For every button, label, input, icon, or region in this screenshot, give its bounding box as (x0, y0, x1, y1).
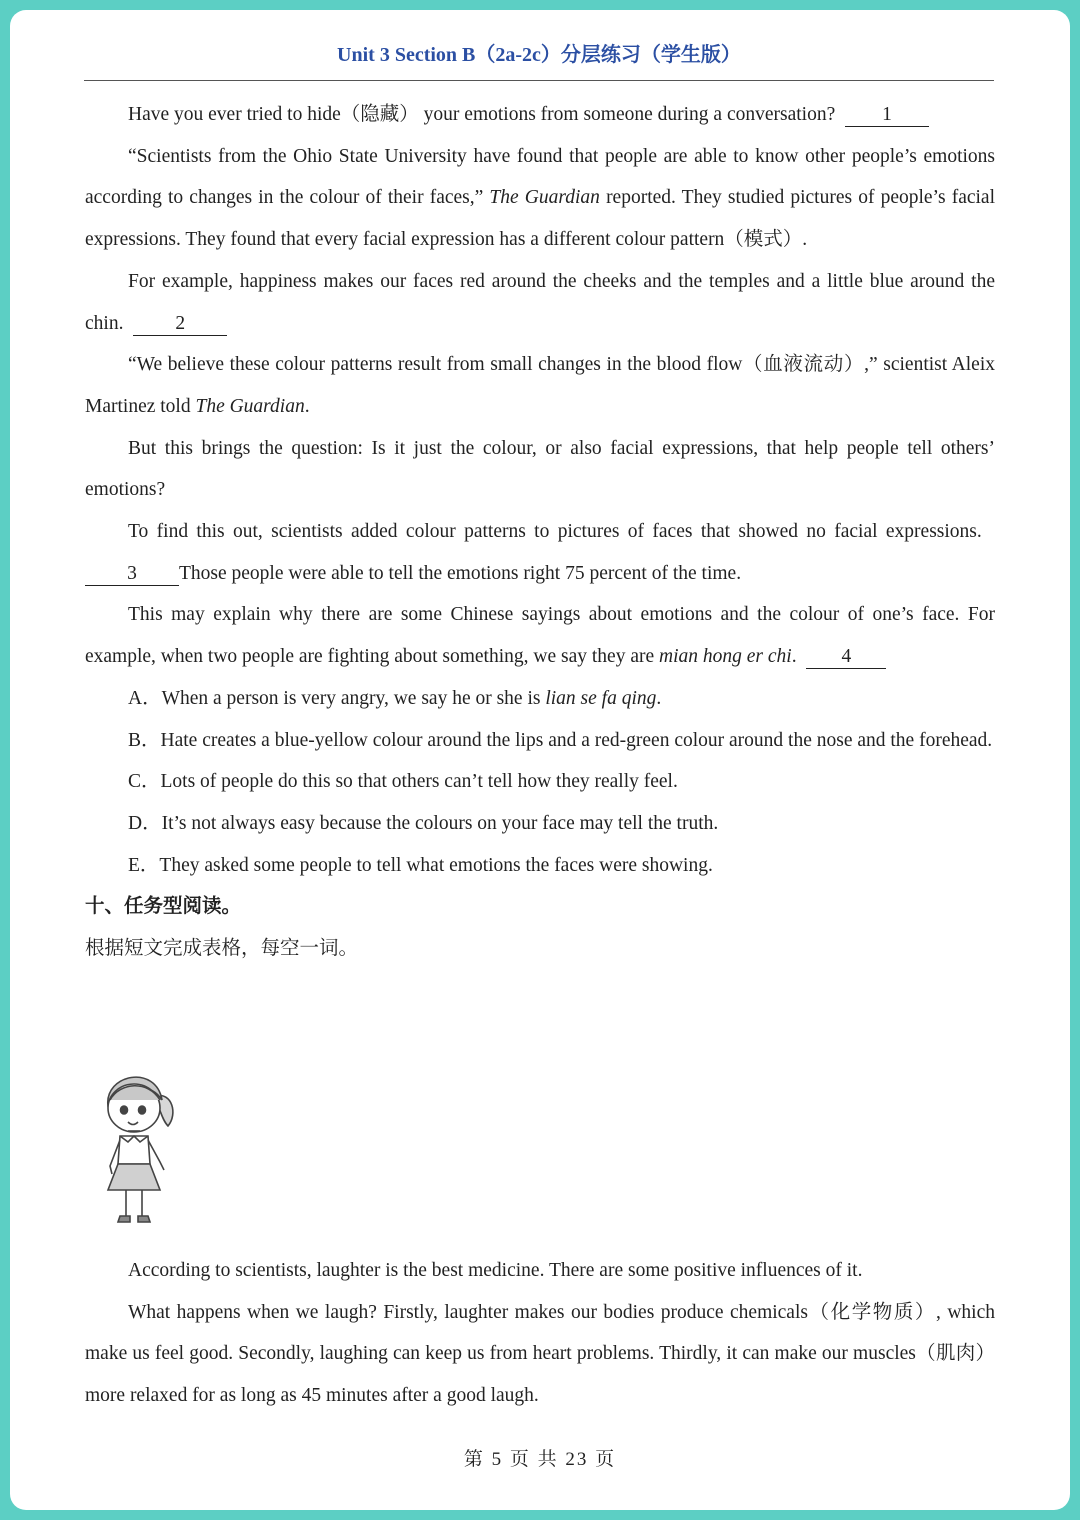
paragraph-text: For example, happiness makes our faces red around the cheeks and the temples and a little blue around the chin. (85, 270, 995, 334)
reading-passage (85, 94, 995, 970)
source-name: The Guardian (489, 187, 600, 209)
paragraph-text: reported. They studied pictures of people’s facial expressions. They found that every facial expression has a different colour pattern（模式）. (85, 187, 995, 251)
answer-blank-1: 1 (845, 104, 929, 127)
option-e: E．They asked some people to tell what emotions the faces were showing. (128, 854, 713, 876)
answer-blank-4: 4 (806, 646, 886, 669)
option-text: When a person is very angry, we say he or she is (161, 687, 541, 709)
option-c: C．Lots of people do this so that others can’t tell how they really feel. (128, 771, 678, 793)
page-header-title: Unit 3 Section B（2a-2c）分层练习（学生版） (337, 44, 741, 66)
source-name: The Guardian (195, 395, 305, 417)
answer-blank-2: 2 (133, 313, 227, 336)
pinyin-phrase: lian se fa qing (545, 687, 657, 709)
punctuation: . (304, 395, 310, 417)
section-instruction: 根据短文完成表格，每空一词。 (85, 938, 359, 960)
paragraph-text: This may explain why there are some Chinese sayings about emotions and the colour of one’s face. For example, when two people are fighting about something, we say they are (85, 604, 995, 668)
passage-paragraph-1 (85, 94, 995, 136)
pinyin-phrase: mian hong er chi (659, 646, 792, 668)
option-label: A． (128, 687, 162, 709)
option-d: D．It’s not always easy because the colours on your face may tell the truth. (128, 812, 719, 834)
paragraph-text: Those people were able to tell the emotions right 75 percent of the time. (179, 562, 742, 584)
document-page (10, 10, 1070, 1510)
page-number: 第 5 页 共 23 页 (463, 1449, 617, 1470)
paragraph-text: To find this out, scientists added colour patterns to pictures of faces that showed no facial expressions. (128, 521, 982, 543)
passage2-paragraph-2: What happens when we laugh? Firstly, laughter makes our bodies produce chemicals（化学物质）, which make us feel good. Secondly, laughing can keep us from heart problems. Thirdly, it can make our muscles（肌肉）more relaxed for as long as 45 minutes after a good laugh. (85, 1301, 995, 1407)
paragraph-text: “We believe these colour patterns result from small changes in the blood flow（血液流动）,” scientist Aleix Martinez told (85, 354, 995, 417)
reading-passage-2 (85, 1250, 995, 1417)
option-b: B．Hate creates a blue-yellow colour around the lips and a red-green colour around the nose and the forehead. (128, 729, 993, 751)
header-divider (84, 80, 994, 81)
passage-paragraph-5 (85, 428, 995, 511)
paragraph-text: But this brings the question: Is it just the colour, or also facial expressions, that help people tell others’ emotions? (85, 437, 995, 501)
passage-paragraph-7 (85, 594, 995, 677)
paragraph-text: “Scientists from the Ohio State University have found that people are able to know other people’s emotions according to changes in the colour of their faces,” (85, 145, 995, 209)
answer-blank-3: 3 (85, 563, 179, 586)
paragraph-text: Have you ever tried to hide（隐藏） your emotions from someone during a conversation? (128, 104, 836, 125)
passage-paragraph-4 (85, 344, 995, 427)
option-a (85, 678, 995, 720)
punctuation: . (791, 646, 797, 668)
passage2-paragraph-1: According to scientists, laughter is the best medicine. There are some positive influences of it. (128, 1260, 863, 1281)
section-heading: 十、任务型阅读。 (85, 896, 242, 918)
passage-paragraph-2 (85, 136, 995, 261)
girl-illustration-icon (90, 1056, 190, 1236)
punctuation: . (656, 687, 662, 709)
passage-paragraph-6 (85, 511, 995, 594)
passage-paragraph-3 (85, 261, 995, 344)
